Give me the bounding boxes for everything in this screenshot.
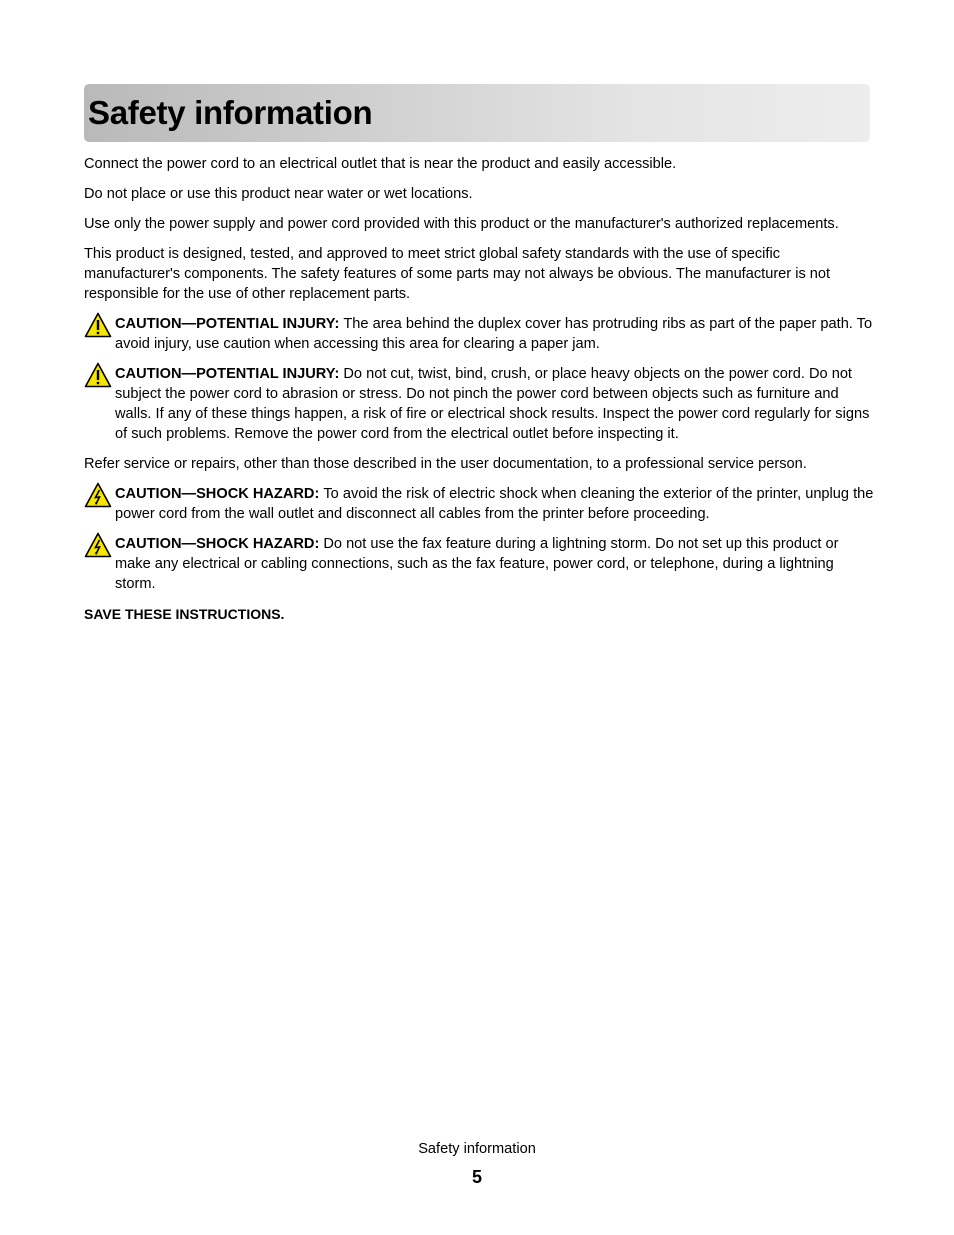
paragraph: Refer service or repairs, other than those described in the user documentation, to a professional service person. [84, 456, 807, 472]
caution-block [84, 484, 874, 524]
shock-hazard-icon [84, 532, 112, 558]
title-bar [84, 84, 870, 142]
page-number: 5 [471, 1167, 482, 1187]
caution-text: The area behind the duplex cover has protruding ribs as part of the paper path. To avoid injury, use caution when accessing this area for clearing a paper jam. [115, 316, 873, 352]
warning-icon [84, 362, 112, 388]
document-body [84, 154, 874, 634]
page-title: Safety information [88, 94, 373, 131]
caution-text: To avoid the risk of electric shock when cleaning the exterior of the printer, unplug the power cord from the wall outlet and disconnect all cables from the printer before proceeding. [115, 486, 874, 522]
caution-label: CAUTION—SHOCK HAZARD: [115, 536, 324, 552]
paragraph: Do not place or use this product near water or wet locations. [84, 186, 473, 202]
warning-icon [84, 312, 112, 338]
paragraph: This product is designed, tested, and approved to meet strict global safety standards with the use of specific manufacturer's components. The safety features of some parts may not always be obvious. The manufacturer is not responsible for the use of other replacement parts. [84, 246, 831, 302]
caution-label: CAUTION—SHOCK HAZARD: [115, 486, 324, 502]
caution-label: CAUTION—POTENTIAL INJURY: [115, 366, 344, 382]
caution-label: CAUTION—POTENTIAL INJURY: [115, 316, 344, 332]
caution-text: Do not cut, twist, bind, crush, or place heavy objects on the power cord. Do not subject the power cord to abrasion or stress. Do not pinch the power cord between objects such as furniture and walls. If any of these things happen, a risk of fire or electrical shock results. Inspect the power cord regularly for signs of such problems. Remove the power cord from the electrical outlet before inspecting it. [115, 366, 870, 442]
caution-block [84, 534, 874, 594]
caution-block [84, 364, 874, 444]
paragraph: Connect the power cord to an electrical outlet that is near the product and easily accessible. [84, 156, 677, 172]
save-instructions: SAVE THESE INSTRUCTIONS. [84, 606, 285, 622]
caution-text: Do not use the fax feature during a lightning storm. Do not set up this product or make any electrical or cabling connections, such as the fax feature, power cord, or telephone, during a lightning storm. [115, 536, 839, 592]
paragraph: Use only the power supply and power cord provided with this product or the manufacturer's authorized replacements. [84, 216, 839, 232]
shock-hazard-icon [84, 482, 112, 508]
caution-block [84, 314, 874, 354]
footer-section-label: Safety information [418, 1141, 536, 1157]
